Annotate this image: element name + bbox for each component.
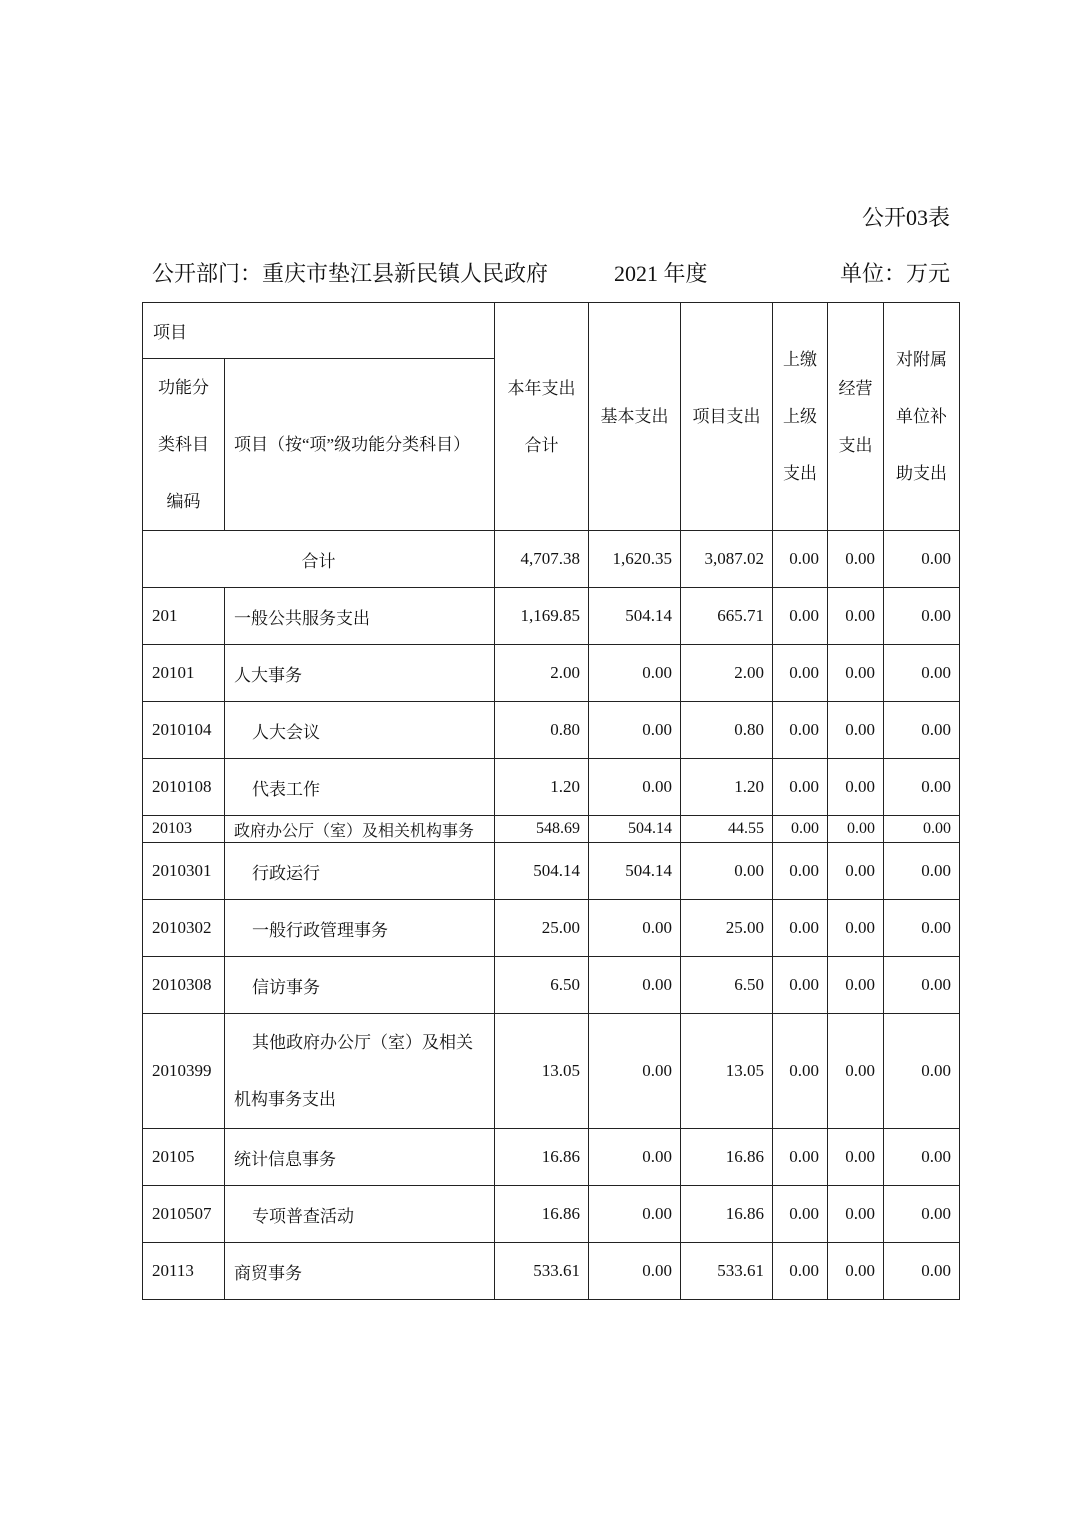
- cell-business: 0.00: [828, 588, 884, 645]
- cell-subsidy: 0.00: [884, 759, 960, 816]
- cell-code: 2010308: [143, 957, 225, 1014]
- total-row: [143, 531, 960, 588]
- cell-name: 行政运行: [225, 843, 495, 900]
- cell-business: 0.00: [828, 1243, 884, 1300]
- cell-basic: 0.00: [589, 1129, 681, 1186]
- cell-upper: 0.00: [773, 531, 828, 588]
- cell-name: 信访事务: [225, 957, 495, 1014]
- cell-name: 代表工作: [225, 759, 495, 816]
- cell-code: 2010301: [143, 843, 225, 900]
- cell-business: 0.00: [828, 1014, 884, 1129]
- cell-project: 533.61: [681, 1243, 773, 1300]
- header-item: 项目: [143, 303, 495, 359]
- cell-project: 1.20: [681, 759, 773, 816]
- cell-business: 0.00: [828, 843, 884, 900]
- cell-code: 2010302: [143, 900, 225, 957]
- cell-name: 一般行政管理事务: [225, 900, 495, 957]
- unit-label: 单位：万元: [839, 261, 950, 286]
- header-project: 项目支出: [681, 303, 773, 531]
- table-row: [143, 957, 960, 1014]
- cell-subsidy: 0.00: [884, 900, 960, 957]
- table-row: [143, 1129, 960, 1186]
- cell-project: 0.80: [681, 702, 773, 759]
- cell-total: 504.14: [495, 843, 589, 900]
- header-subsidy: 对附属单位补助支出: [884, 303, 960, 531]
- cell-total: 2.00: [495, 645, 589, 702]
- cell-upper: 0.00: [773, 816, 828, 843]
- cell-business: 0.00: [828, 702, 884, 759]
- table-row: [143, 816, 960, 843]
- cell-total: 1,169.85: [495, 588, 589, 645]
- cell-name: 商贸事务: [225, 1243, 495, 1300]
- cell-name: 专项普查活动: [225, 1186, 495, 1243]
- cell-code: 201: [143, 588, 225, 645]
- table-row: [143, 843, 960, 900]
- cell-total: 0.80: [495, 702, 589, 759]
- cell-total: 16.86: [495, 1129, 589, 1186]
- cell-upper: 0.00: [773, 645, 828, 702]
- cell-name: 一般公共服务支出: [225, 588, 495, 645]
- cell-name: 人大会议: [225, 702, 495, 759]
- cell-upper: 0.00: [773, 1186, 828, 1243]
- table-row: [143, 1243, 960, 1300]
- cell-upper: 0.00: [773, 588, 828, 645]
- cell-basic: 0.00: [589, 645, 681, 702]
- cell-code: 2010104: [143, 702, 225, 759]
- header-business: 经营支出: [828, 303, 884, 531]
- cell-upper: 0.00: [773, 702, 828, 759]
- cell-subsidy: 0.00: [884, 645, 960, 702]
- cell-basic: 0.00: [589, 957, 681, 1014]
- cell-business: 0.00: [828, 645, 884, 702]
- cell-code: 2010399: [143, 1014, 225, 1129]
- cell-project: 2.00: [681, 645, 773, 702]
- cell-project: 0.00: [681, 843, 773, 900]
- cell-code: 20103: [143, 816, 225, 843]
- cell-upper: 0.00: [773, 1243, 828, 1300]
- cell-total: 25.00: [495, 900, 589, 957]
- header-basic: 基本支出: [589, 303, 681, 531]
- cell-business: 0.00: [828, 1129, 884, 1186]
- cell-project: 6.50: [681, 957, 773, 1014]
- department-label: 公开部门：重庆市垫江县新民镇人民政府: [152, 261, 549, 286]
- header-total: 本年支出合计: [495, 303, 589, 531]
- cell-business: 0.00: [828, 816, 884, 843]
- cell-code: 2010507: [143, 1186, 225, 1243]
- cell-business: 0.00: [828, 531, 884, 588]
- table-row: [143, 1014, 960, 1129]
- cell-subsidy: 0.00: [884, 531, 960, 588]
- total-label: 合计: [143, 531, 495, 588]
- form-number: 公开03表: [861, 205, 950, 230]
- cell-code: 2010108: [143, 759, 225, 816]
- cell-subsidy: 0.00: [884, 1243, 960, 1300]
- cell-upper: 0.00: [773, 900, 828, 957]
- cell-basic: 0.00: [589, 1186, 681, 1243]
- cell-subsidy: 0.00: [884, 702, 960, 759]
- cell-total: 548.69: [495, 816, 589, 843]
- cell-subsidy: 0.00: [884, 1186, 960, 1243]
- cell-total: 6.50: [495, 957, 589, 1014]
- cell-project: 44.55: [681, 816, 773, 843]
- cell-code: 20101: [143, 645, 225, 702]
- cell-subsidy: 0.00: [884, 957, 960, 1014]
- cell-upper: 0.00: [773, 759, 828, 816]
- table-row: [143, 1186, 960, 1243]
- expenditure-table: [142, 302, 960, 1300]
- table-row: [143, 702, 960, 759]
- cell-business: 0.00: [828, 1186, 884, 1243]
- cell-name: 统计信息事务: [225, 1129, 495, 1186]
- cell-total: 16.86: [495, 1186, 589, 1243]
- cell-subsidy: 0.00: [884, 816, 960, 843]
- cell-project: 16.86: [681, 1129, 773, 1186]
- table-row: [143, 588, 960, 645]
- cell-project: 13.05: [681, 1014, 773, 1129]
- table-header: [143, 303, 960, 531]
- cell-total: 13.05: [495, 1014, 589, 1129]
- cell-project: 16.86: [681, 1186, 773, 1243]
- cell-upper: 0.00: [773, 1014, 828, 1129]
- cell-business: 0.00: [828, 957, 884, 1014]
- cell-code: 20113: [143, 1243, 225, 1300]
- cell-subsidy: 0.00: [884, 843, 960, 900]
- cell-code: 20105: [143, 1129, 225, 1186]
- table-row: [143, 759, 960, 816]
- cell-basic: 1,620.35: [589, 531, 681, 588]
- table-row: [143, 900, 960, 957]
- cell-name: 人大事务: [225, 645, 495, 702]
- cell-business: 0.00: [828, 900, 884, 957]
- header-name: 项目（按“项”级功能分类科目）: [225, 359, 495, 531]
- cell-project: 665.71: [681, 588, 773, 645]
- cell-subsidy: 0.00: [884, 1014, 960, 1129]
- fiscal-year: 2021 年度: [614, 261, 708, 286]
- cell-basic: 0.00: [589, 1014, 681, 1129]
- cell-basic: 0.00: [589, 759, 681, 816]
- cell-business: 0.00: [828, 759, 884, 816]
- cell-name: 政府办公厅（室）及相关机构事务: [225, 816, 495, 843]
- table-row: [143, 645, 960, 702]
- cell-upper: 0.00: [773, 843, 828, 900]
- cell-basic: 504.14: [589, 816, 681, 843]
- cell-basic: 504.14: [589, 843, 681, 900]
- cell-subsidy: 0.00: [884, 588, 960, 645]
- cell-name: 其他政府办公厅（室）及相关机构事务支出: [225, 1014, 495, 1129]
- cell-project: 3,087.02: [681, 531, 773, 588]
- cell-upper: 0.00: [773, 957, 828, 1014]
- cell-basic: 504.14: [589, 588, 681, 645]
- cell-subsidy: 0.00: [884, 1129, 960, 1186]
- header-code: 功能分类科目编码: [143, 359, 225, 531]
- cell-total: 4,707.38: [495, 531, 589, 588]
- header-upper: 上缴上级支出: [773, 303, 828, 531]
- cell-total: 1.20: [495, 759, 589, 816]
- cell-upper: 0.00: [773, 1129, 828, 1186]
- table-body: [143, 531, 960, 1300]
- cell-basic: 0.00: [589, 702, 681, 759]
- cell-basic: 0.00: [589, 1243, 681, 1300]
- cell-basic: 0.00: [589, 900, 681, 957]
- cell-project: 25.00: [681, 900, 773, 957]
- cell-total: 533.61: [495, 1243, 589, 1300]
